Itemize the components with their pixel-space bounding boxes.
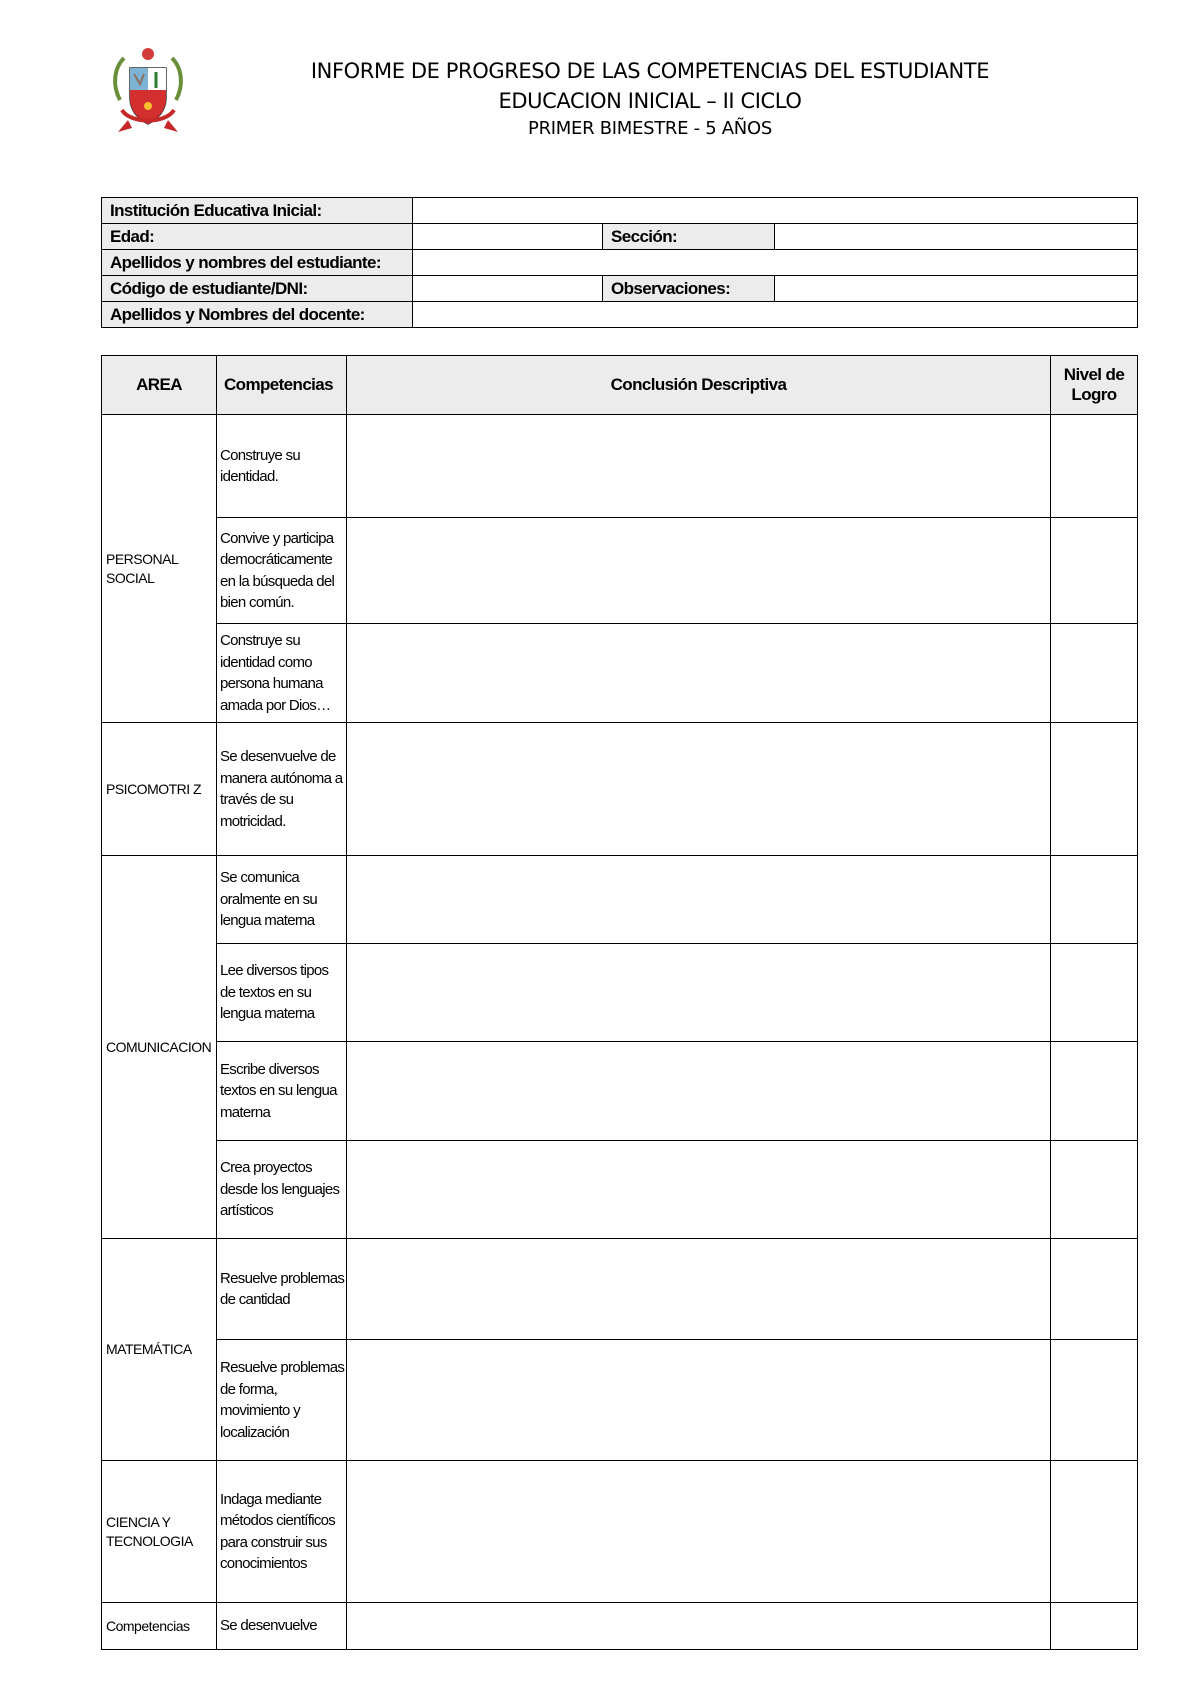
table-row bbox=[102, 723, 1138, 856]
report-title: INFORME DE PROGRESO DE LAS COMPETENCIAS DEL ESTUDIANTE bbox=[310, 59, 990, 83]
nivel-logro-header-line1: Nivel de bbox=[1063, 365, 1125, 384]
competencia-cell: Lee diversos tipos de textos en su lengua materna bbox=[217, 944, 347, 1042]
area-header: AREA bbox=[102, 356, 217, 415]
competencia-cell: Se comunica oralmente en su lengua materna bbox=[217, 856, 347, 944]
competencia-cell: Construye su identidad como persona humana amada por Dios… bbox=[217, 624, 347, 723]
nivel-logro-cell[interactable] bbox=[1051, 723, 1138, 856]
competencia-cell: Se desenvuelve de manera autónoma a través de su motricidad. bbox=[217, 723, 347, 856]
conclusion-cell[interactable] bbox=[347, 518, 1051, 624]
docente-label: Apellidos y Nombres del docente: bbox=[102, 302, 413, 328]
nivel-logro-header bbox=[1051, 356, 1138, 415]
conclusion-cell[interactable] bbox=[347, 1461, 1051, 1603]
nivel-logro-cell[interactable] bbox=[1051, 1340, 1138, 1461]
area-matematica: MATEMÁTICA bbox=[102, 1239, 217, 1461]
competencia-cell: Crea proyectos desde los lenguajes artísticos bbox=[217, 1141, 347, 1239]
seccion-label: Sección: bbox=[603, 224, 775, 250]
nivel-logro-cell[interactable] bbox=[1051, 1461, 1138, 1603]
competencia-cell: Se desenvuelve bbox=[217, 1603, 347, 1650]
docente-field[interactable] bbox=[413, 302, 1138, 328]
competencia-cell: Resuelve problemas de forma, movimiento y localización bbox=[217, 1340, 347, 1461]
table-row bbox=[102, 1603, 1138, 1650]
edad-field[interactable] bbox=[413, 224, 603, 250]
conclusion-cell[interactable] bbox=[347, 1603, 1051, 1650]
table-row bbox=[102, 518, 1138, 624]
student-info-table bbox=[101, 197, 1138, 328]
observaciones-field[interactable] bbox=[775, 276, 1138, 302]
table-row bbox=[102, 624, 1138, 723]
nivel-logro-cell[interactable] bbox=[1051, 415, 1138, 518]
competencia-cell: Escribe diversos textos en su lengua materna bbox=[217, 1042, 347, 1141]
nivel-logro-cell[interactable] bbox=[1051, 944, 1138, 1042]
conclusion-cell[interactable] bbox=[347, 1239, 1051, 1340]
nivel-logro-header-line2: Logro bbox=[1071, 385, 1117, 404]
table-header-row bbox=[102, 356, 1138, 415]
report-title-block bbox=[300, 56, 1000, 142]
area-competencias: Competencias bbox=[102, 1603, 217, 1650]
area-psicomotriz: PSICOMOTRI Z bbox=[102, 723, 217, 856]
table-row bbox=[102, 1461, 1138, 1603]
nivel-logro-cell[interactable] bbox=[1051, 1042, 1138, 1141]
conclusion-cell[interactable] bbox=[347, 1141, 1051, 1239]
table-row bbox=[102, 944, 1138, 1042]
seccion-field[interactable] bbox=[775, 224, 1138, 250]
area-ciencia-tecnologia: CIENCIA Y TECNOLOGIA bbox=[102, 1461, 217, 1603]
codigo-dni-field[interactable] bbox=[413, 276, 603, 302]
conclusion-header: Conclusión Descriptiva bbox=[347, 356, 1051, 415]
table-row bbox=[102, 1141, 1138, 1239]
conclusion-cell[interactable] bbox=[347, 415, 1051, 518]
area-comunicacion: COMUNICACION bbox=[102, 856, 217, 1239]
table-row bbox=[102, 415, 1138, 518]
report-subtitle-level: EDUCACION INICIAL – II CICLO bbox=[498, 89, 802, 113]
table-row bbox=[102, 1042, 1138, 1141]
conclusion-cell[interactable] bbox=[347, 856, 1051, 944]
competencies-table bbox=[101, 355, 1138, 1650]
observaciones-label: Observaciones: bbox=[603, 276, 775, 302]
competencia-cell: Construye su identidad. bbox=[217, 415, 347, 518]
table-row bbox=[102, 1340, 1138, 1461]
apellidos-estudiante-label: Apellidos y nombres del estudiante: bbox=[102, 250, 413, 276]
conclusion-cell[interactable] bbox=[347, 723, 1051, 856]
competencias-header: Competencias bbox=[217, 356, 347, 415]
table-row bbox=[102, 856, 1138, 944]
report-subtitle-period: PRIMER BIMESTRE - 5 AÑOS bbox=[528, 118, 772, 139]
competencia-cell: Resuelve problemas de cantidad bbox=[217, 1239, 347, 1340]
conclusion-cell[interactable] bbox=[347, 624, 1051, 723]
nivel-logro-cell[interactable] bbox=[1051, 518, 1138, 624]
institucion-field[interactable] bbox=[413, 198, 1138, 224]
nivel-logro-cell[interactable] bbox=[1051, 1603, 1138, 1650]
nivel-logro-cell[interactable] bbox=[1051, 1141, 1138, 1239]
nivel-logro-cell[interactable] bbox=[1051, 624, 1138, 723]
institucion-label: Institución Educativa Inicial: bbox=[102, 198, 413, 224]
conclusion-cell[interactable] bbox=[347, 944, 1051, 1042]
competencia-cell: Indaga mediante métodos científicos para construir sus conocimientos bbox=[217, 1461, 347, 1603]
nivel-logro-cell[interactable] bbox=[1051, 1239, 1138, 1340]
edad-label: Edad: bbox=[102, 224, 413, 250]
codigo-dni-label: Código de estudiante/DNI: bbox=[102, 276, 413, 302]
competencia-cell: Convive y participa democráticamente en la búsqueda del bien común. bbox=[217, 518, 347, 624]
nivel-logro-cell[interactable] bbox=[1051, 856, 1138, 944]
conclusion-cell[interactable] bbox=[347, 1340, 1051, 1461]
table-row bbox=[102, 1239, 1138, 1340]
conclusion-cell[interactable] bbox=[347, 1042, 1051, 1141]
area-personal-social: PERSONAL SOCIAL bbox=[102, 415, 217, 723]
peru-coat-of-arms-icon bbox=[110, 40, 186, 136]
apellidos-estudiante-field[interactable] bbox=[413, 250, 1138, 276]
